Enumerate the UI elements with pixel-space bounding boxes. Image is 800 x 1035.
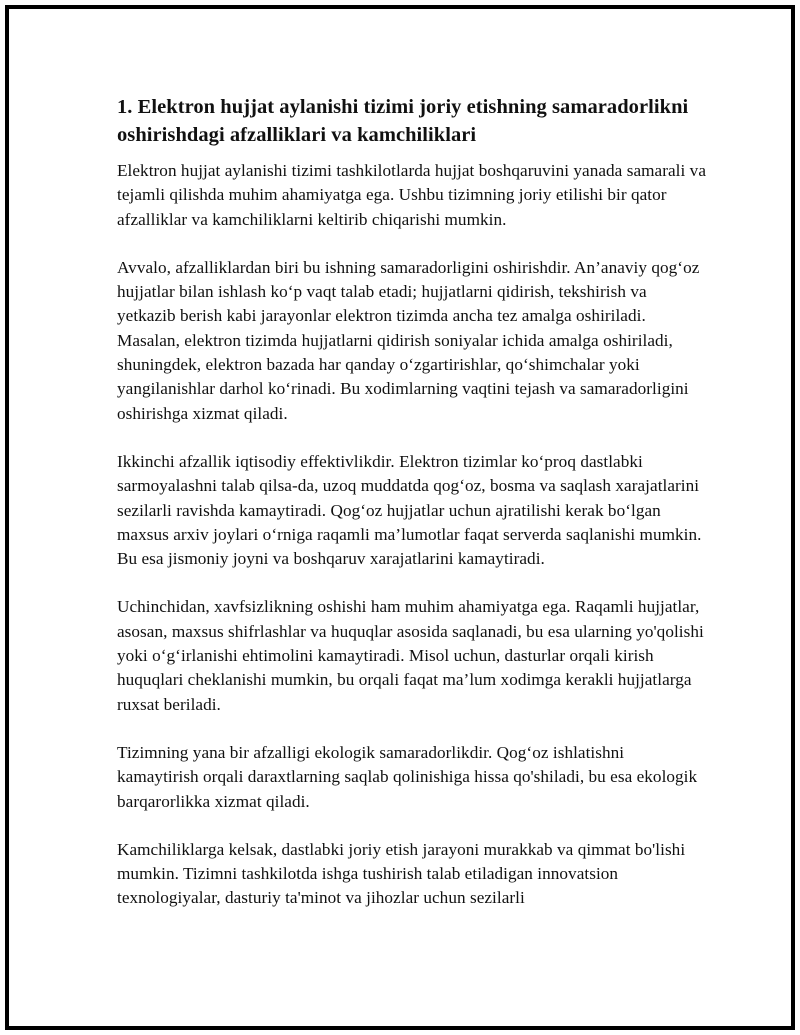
paragraph-intro: Elektron hujjat aylanishi tizimi tashkilotlarda hujjat boshqaruvini yanada samarali va tejamli qilishda muhim ahamiyatga ega. Ushbu tizimning joriy etilishi bir qator afzalliklar va kamchiliklarni keltirib chiqarishi mumkin. — [117, 161, 706, 229]
paragraph-security: Uchinchidan, xavfsizlikning oshishi ham muhim ahamiyatga ega. Raqamli hujjatlar, asosan, maxsus shifrlashlar va huquqlar asosida saqlanadi, bu esa ularning yo'qolishi yoki o‘g‘irlanishi ehtimolini kamaytiradi. Misol uchun, dasturlar orqali kirish huquqlari cheklanishi mumkin, bu orqali faqat ma’lum xodimga kerakli hujjatlarga ruxsat beriladi. — [117, 597, 704, 714]
section-heading: 1. Elektron hujjat aylanishi tizimi joriy etishning samaradorlikni oshirishdagi afzalliklari va kamchiliklari — [117, 96, 689, 146]
document-body — [117, 93, 707, 935]
paragraph-efficiency: Avvalo, afzalliklardan biri bu ishning samaradorligini oshirishdir. An’anaviy qog‘oz hujjatlar bilan ishlash ko‘p vaqt talab etadi; hujjatlarni qidirish, tekshirish va yetkazib berish kabi jarayonlar elektron tizimda ancha tez amalga oshiriladi. Masalan, elektron tizimda hujjatlarni qidirish soniyalar ichida amalga oshiriladi, shuningdek, elektron bazada har qanday o‘zgartirishlar, qo‘shimchalar yoki yangilanishlar darhol ko‘rinadi. Bu xodimlarning vaqtini tejash va samaradorligini oshirishga xizmat qiladi. — [117, 257, 700, 423]
paragraph-ecology: Tizimning yana bir afzalligi ekologik samaradorlikdir. Qog‘oz ishlatishni kamaytirish orqali daraxtlarning saqlab qolinishiga hissa qo'shiladi, bu esa ekologik barqarorlikka xizmat qiladi. — [117, 742, 698, 811]
paragraph-economic: Ikkinchi afzallik iqtisodiy effektivlikdir. Elektron tizimlar ko‘proq dastlabki sarmoyalashni talab qilsa-da, uzoq muddatda qog‘oz, bosma va saqlash xarajatlarini sezilarli ravishda kamaytiradi. Qog‘oz hujjatlar uchun ajratilishi kerak bo‘lgan maxsus arxiv joylari o‘rniga raqamli ma’lumotlar faqat serverda saqlanishi mumkin. Bu esa jismoniy joyni va boshqaruv xarajatlarini kamaytiradi. — [117, 451, 702, 569]
paragraph-drawbacks: Kamchiliklarga kelsak, dastlabki joriy etish jarayoni murakkab va qimmat bo'lishi mumkin. Tizimni tashkilotda ishga tushirish talab etiladigan innovatsion texnologiyalar, dasturiy ta'minot va jihozlar uchun sezilarli — [117, 839, 686, 908]
